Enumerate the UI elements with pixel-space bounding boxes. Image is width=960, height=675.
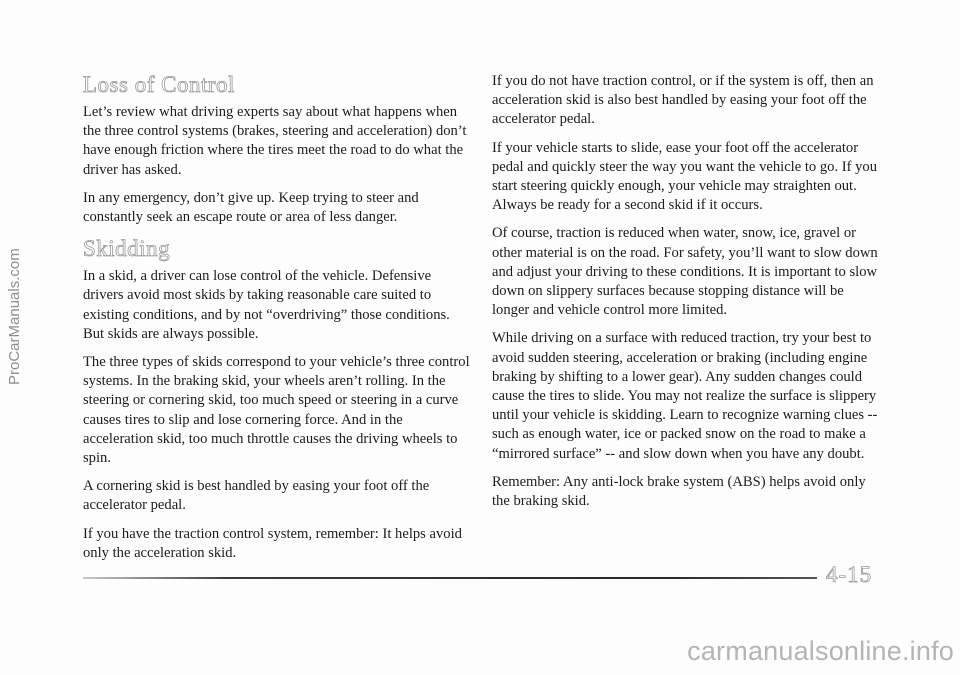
paragraph: Remember: Any anti-lock brake system (ABS) helps avoid only the braking skid. [492, 473, 866, 510]
paragraph: The three types of skids correspond to your vehicle’s three control systems. In the braking skid, your wheels aren’t rolling. In the steering or cornering skid, too much speed or steering in a curve causes tires to slip and lose cornering force. And in the acceleration skid, too much throttle causes the driving wheels to spin. [83, 354, 470, 467]
left-column [83, 72, 471, 572]
section-heading-loss-of-control: Loss of Control [83, 72, 235, 97]
footer-rule [83, 577, 817, 579]
section-heading-skidding: Skidding [83, 236, 171, 262]
right-column [492, 72, 884, 520]
paragraph: A cornering skid is best handled by easing your foot off the accelerator pedal. [83, 478, 430, 514]
paragraph: Let’s review what driving experts say about what happens when the three control systems (brakes, steering and acceleration) don’t have enough friction where the tires meet the road to do what the driver has asked. [83, 104, 467, 178]
paragraph: Of course, traction is reduced when water, snow, ice, gravel or other material is on the road. For safety, you’ll want to slow down and adjust your driving to these conditions. It is important to slow down on slippery surfaces because stopping distance will be longer and vehicle control more limited. [492, 225, 878, 319]
page-number: 4-15 [826, 562, 873, 587]
side-watermark: ProCarManuals.com [6, 248, 23, 385]
paragraph: While driving on a surface with reduced traction, try your best to avoid sudden steering, acceleration or braking (including engine braking by shifting to a lower gear). Any sudden changes could cause the tires to slide. You may not realize the surface is slippery until your vehicle is skidding. Learn to recognize warning clues -- such as enough water, ice or packed snow on the road to make a “mirrored surface” -- and slow down when you have any doubt. [492, 330, 878, 462]
paragraph: In any emergency, don’t give up. Keep trying to steer and constantly seek an escape route or area of less danger. [83, 189, 419, 226]
paragraph: In a skid, a driver can lose control of the vehicle. Defensive drivers avoid most skids by taking reasonable care suited to existing conditions, and by not “overdriving” those conditions. But skids are always possible. [83, 268, 450, 342]
paragraph: If your vehicle starts to slide, ease your foot off the accelerator pedal and quickly steer the way you want the vehicle to go. If you start steering quickly enough, your vehicle may straighten out. Always be ready for a second skid if it occurs. [492, 139, 877, 214]
paragraph: If you have the traction control system, remember: It helps avoid only the acceleration skid. [83, 525, 462, 561]
bottom-watermark: carmanualsonline.info [687, 636, 954, 666]
paragraph: If you do not have traction control, or if the system is off, then an acceleration skid is also best handled by easing your foot off the accelerator pedal. [492, 73, 874, 128]
